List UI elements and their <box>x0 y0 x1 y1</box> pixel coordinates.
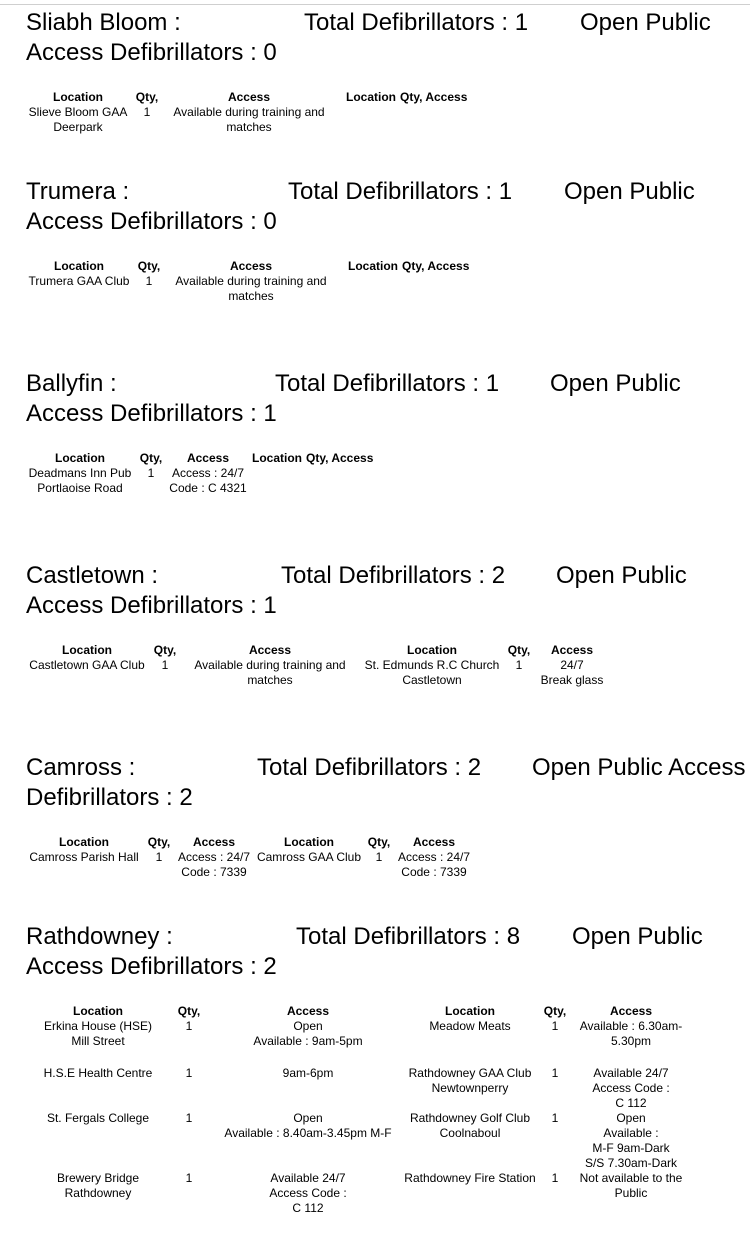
access-cell: Available during training and matches <box>175 274 327 303</box>
location-cell: H.S.E Health Centre <box>43 1066 153 1080</box>
access-cell-2: Open Available : M-F 9am-Dark S/S 7.30am-Dark <box>584 1111 678 1170</box>
location-cell-2: Rathdowney GAA Club Newtownperry <box>408 1066 532 1095</box>
table-header-row <box>24 835 474 850</box>
area-name: Sliabh Bloom : <box>26 9 181 36</box>
open-public-count: Access Defibrillators : 1 <box>26 400 277 427</box>
access-cell: Available during training and matches <box>173 105 325 134</box>
total-defibrillators: Total Defibrillators : 2 <box>257 754 482 781</box>
area-name: Castletown : <box>26 562 159 589</box>
header-qty: Qty, <box>147 835 171 849</box>
header-qty: Qty, <box>153 643 177 657</box>
header-qty-access: Qty, Access <box>306 451 374 465</box>
header-access: Access <box>227 90 271 104</box>
location-cell: Camross Parish Hall <box>29 850 139 864</box>
defibrillator-table <box>24 643 610 688</box>
qty-cell: 1 <box>145 274 153 288</box>
location-cell: Brewery Bridge Rathdowney <box>56 1171 140 1200</box>
defibrillator-table <box>24 451 375 496</box>
access-cell: 9am-6pm <box>282 1066 334 1080</box>
header-location: Location <box>59 835 109 849</box>
location-cell: Castletown GAA Club <box>29 658 145 672</box>
table-row <box>24 466 375 496</box>
access-cell: Available 24/7 Access Code : C 112 <box>269 1171 347 1215</box>
header-access-2: Access <box>412 835 456 849</box>
location-cell: Erkina House (HSE) Mill Street <box>43 1019 153 1048</box>
header-qty-2: Qty, <box>367 835 391 849</box>
defibrillator-table <box>34 1004 692 1216</box>
open-public-count: Access Defibrillators : 2 <box>26 953 277 980</box>
open-public-count: Access Defibrillators : 0 <box>26 39 277 66</box>
table-row <box>34 1019 692 1066</box>
header-location: Location <box>55 451 105 465</box>
access-cell-2: Access : 24/7 Code : 7339 <box>397 850 471 879</box>
page-top-rule <box>0 4 750 5</box>
header-qty: Qty, <box>137 259 161 273</box>
header-access-2: Access <box>609 1004 653 1018</box>
header-location: Location <box>62 643 112 657</box>
open-public-label: Open Public <box>550 370 681 397</box>
location-cell-2: St. Edmunds R.C Church Castletown <box>364 658 500 687</box>
open-public-label: Open Public <box>556 562 687 589</box>
header-location-2: Location <box>346 90 396 104</box>
table-header-row <box>24 643 610 658</box>
location-cell-2: Rathdowney Fire Station <box>404 1171 536 1185</box>
qty-cell: 1 <box>161 658 169 672</box>
table-row <box>24 850 474 880</box>
header-qty: Qty, <box>139 451 163 465</box>
location-cell-2: Rathdowney Golf Club Coolnaboul <box>409 1111 531 1140</box>
location-cell-2: Camross GAA Club <box>256 850 362 864</box>
table-header-row <box>24 451 375 466</box>
area-name: Trumera : <box>26 178 130 205</box>
header-qty: Qty, <box>135 90 159 104</box>
header-access: Access <box>229 259 273 273</box>
total-defibrillators: Total Defibrillators : 1 <box>288 178 513 205</box>
header-location-2: Location <box>252 451 302 465</box>
total-defibrillators: Total Defibrillators : 1 <box>275 370 500 397</box>
area-name: Ballyfin : <box>26 370 117 397</box>
defibrillator-table <box>24 259 471 304</box>
access-cell: Open Available : 9am-5pm <box>253 1019 363 1048</box>
header-location: Location <box>73 1004 123 1018</box>
header-qty-access: Qty, Access <box>400 90 468 104</box>
qty-cell-2: 1 <box>515 658 523 672</box>
table-row <box>24 658 610 688</box>
header-qty-2: Qty, <box>543 1004 567 1018</box>
qty-cell: 1 <box>147 466 155 480</box>
table-row <box>34 1066 692 1111</box>
location-cell-2: Meadow Meats <box>429 1019 511 1033</box>
qty-cell: 1 <box>143 105 151 119</box>
access-cell: Access : 24/7 Code : C 4321 <box>169 466 247 495</box>
table-row <box>34 1171 692 1216</box>
access-cell-2: Available 24/7 Access Code : C 112 <box>592 1066 670 1110</box>
defibrillator-table <box>24 90 469 135</box>
qty-cell-2: 1 <box>551 1019 559 1033</box>
qty-cell: 1 <box>185 1066 193 1080</box>
open-public-label: Open Public Access <box>532 754 746 781</box>
header-access-2: Access <box>550 643 594 657</box>
qty-cell: 1 <box>185 1171 193 1185</box>
open-public-count: Defibrillators : 2 <box>26 784 193 811</box>
total-defibrillators: Total Defibrillators : 8 <box>296 923 521 950</box>
qty-cell-2: 1 <box>551 1171 559 1185</box>
qty-cell-2: 1 <box>375 850 383 864</box>
table-row <box>24 105 469 135</box>
header-qty: Qty, <box>177 1004 201 1018</box>
total-defibrillators: Total Defibrillators : 1 <box>304 9 529 36</box>
area-name: Camross : <box>26 754 136 781</box>
header-location: Location <box>54 259 104 273</box>
header-access: Access <box>248 643 292 657</box>
table-header-row <box>34 1004 692 1019</box>
qty-cell: 1 <box>185 1111 193 1125</box>
header-access: Access <box>286 1004 330 1018</box>
access-cell: Access : 24/7 Code : 7339 <box>177 850 251 879</box>
qty-cell: 1 <box>155 850 163 864</box>
header-access: Access <box>192 835 236 849</box>
table-row <box>34 1111 692 1171</box>
header-location-2: Location <box>407 643 457 657</box>
header-location-2: Location <box>348 259 398 273</box>
header-access: Access <box>186 451 230 465</box>
header-location-2: Location <box>284 835 334 849</box>
open-public-label: Open Public <box>572 923 703 950</box>
access-cell: Open Available : 8.40am-3.45pm M-F <box>224 1111 392 1140</box>
access-cell-2: 24/7 Break glass <box>540 658 604 687</box>
area-name: Rathdowney : <box>26 923 173 950</box>
location-cell: Slieve Bloom GAA Deerpark <box>28 105 128 134</box>
open-public-count: Access Defibrillators : 1 <box>26 592 277 619</box>
defibrillator-table <box>24 835 474 880</box>
access-cell: Available during training and matches <box>194 658 346 687</box>
header-location-2: Location <box>445 1004 495 1018</box>
header-qty-access: Qty, Access <box>402 259 470 273</box>
access-cell-2: Not available to the Public <box>579 1171 683 1200</box>
location-cell: Deadmans Inn Pub Portlaoise Road <box>28 466 132 495</box>
open-public-count: Access Defibrillators : 0 <box>26 208 277 235</box>
access-cell-2: Available : 6.30am- 5.30pm <box>579 1019 683 1048</box>
table-header-row <box>24 259 471 274</box>
table-header-row <box>24 90 469 105</box>
open-public-label: Open Public <box>564 178 695 205</box>
location-cell: St. Fergals College <box>46 1111 150 1125</box>
total-defibrillators: Total Defibrillators : 2 <box>281 562 506 589</box>
location-cell: Trumera GAA Club <box>28 274 130 288</box>
header-qty-2: Qty, <box>507 643 531 657</box>
qty-cell-2: 1 <box>551 1066 559 1080</box>
open-public-label: Open Public <box>580 9 711 36</box>
qty-cell: 1 <box>185 1019 193 1033</box>
table-row <box>24 274 471 304</box>
header-location: Location <box>53 90 103 104</box>
qty-cell-2: 1 <box>551 1111 559 1125</box>
